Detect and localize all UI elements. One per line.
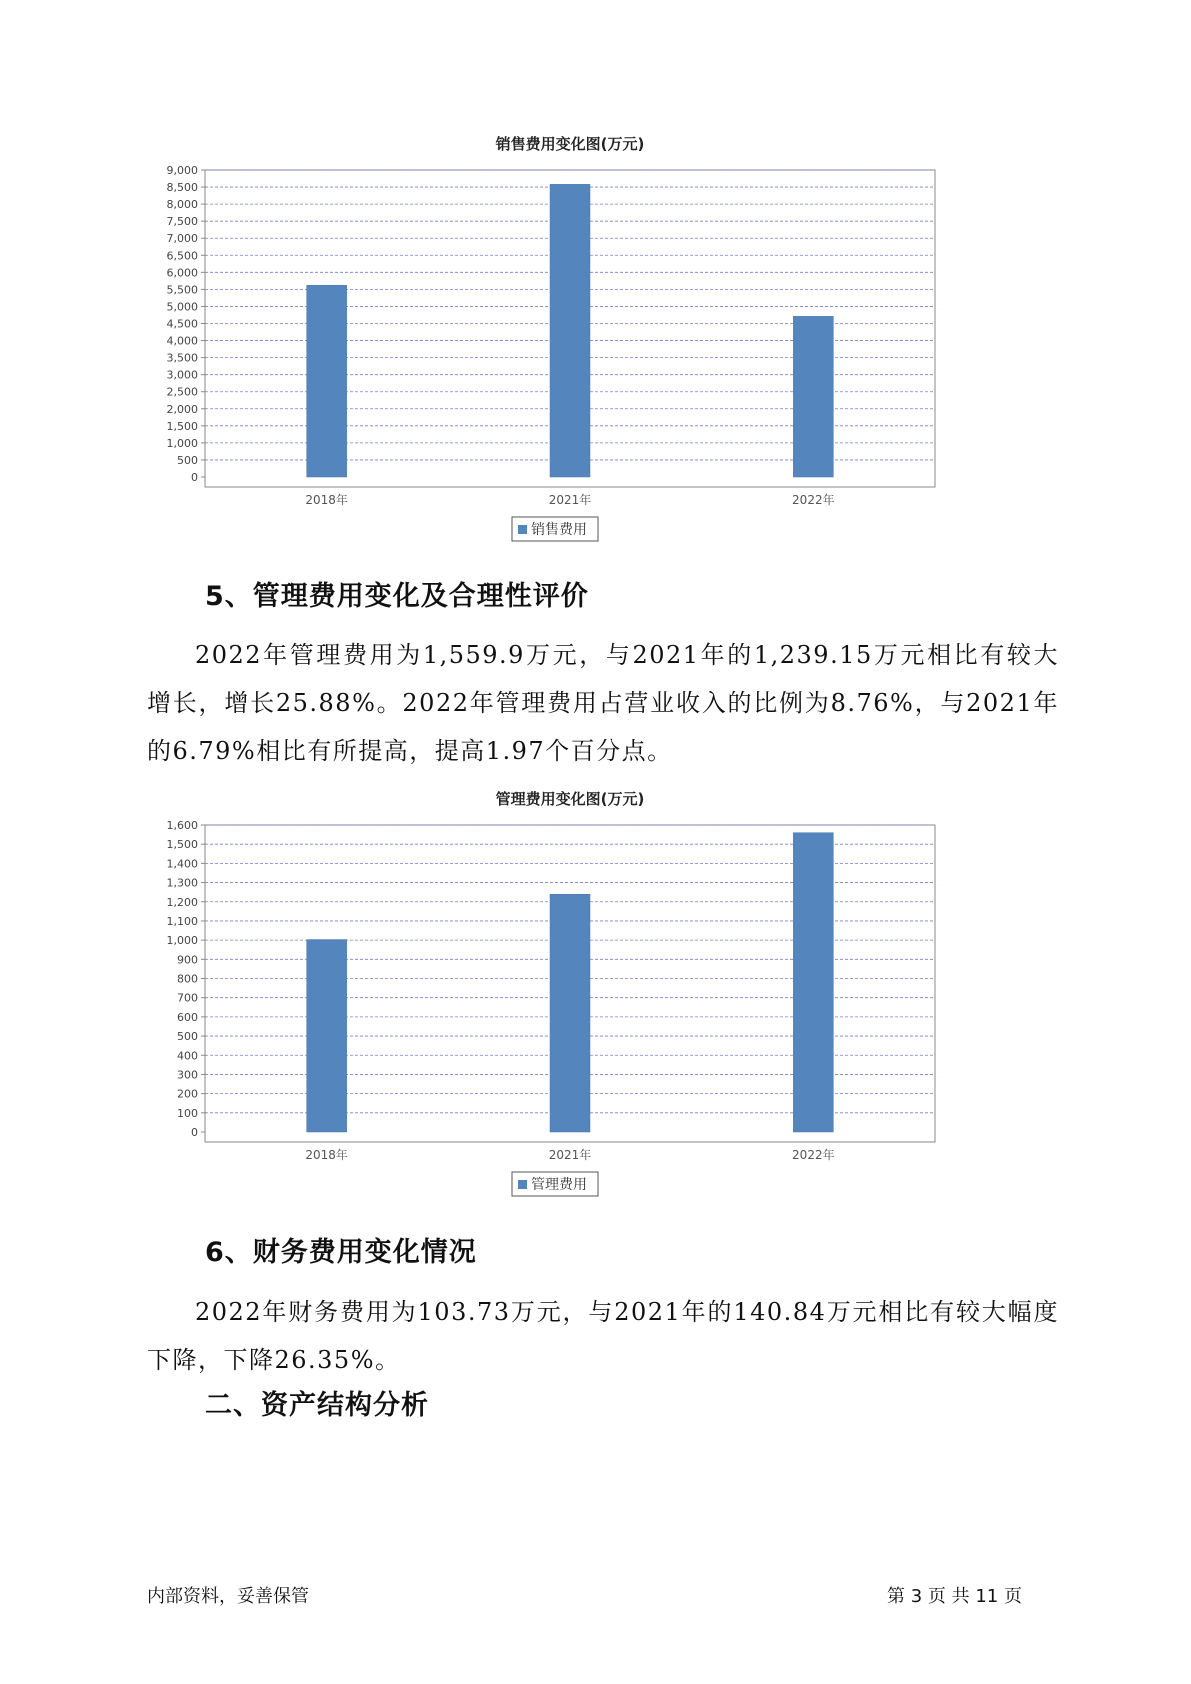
sales-chart-y-tick-label: 6,000 (166, 266, 198, 280)
mgmt-chart-bar-2 (550, 894, 590, 1132)
mgmt-chart-y-tick-label: 1,500 (166, 838, 198, 852)
section-6-heading: 6、财务费用变化情况 (205, 1237, 477, 1268)
mgmt-chart-y-tick-label: 100 (177, 1106, 198, 1120)
mgmt-chart-y-tick-label: 800 (177, 972, 198, 986)
footer-confidential-note: 内部资料，妥善保管 (147, 1586, 309, 1607)
sales-chart-y-tick-label: 4,000 (166, 334, 198, 348)
sales-chart-legend-swatch (518, 525, 527, 534)
sales-chart-x-tick-label: 2018年 (305, 493, 348, 507)
mgmt-chart-x-tick-label: 2022年 (792, 1148, 835, 1162)
sales-chart-y-tick-label: 6,500 (166, 249, 198, 263)
sales-chart-y-tick-label: 8,000 (166, 198, 198, 212)
mgmt-chart-legend-swatch (518, 1180, 527, 1189)
mgmt-chart-title: 管理费用变化图(万元) (495, 790, 645, 808)
section-5-paragraph (147, 631, 1059, 775)
mgmt-chart-y-tick-label: 500 (177, 1030, 198, 1044)
sales-chart-title: 销售费用变化图(万元) (495, 135, 645, 153)
mgmt-chart-y-tick-label: 1,000 (166, 934, 198, 948)
mgmt-chart-x-tick-label: 2021年 (548, 1148, 592, 1162)
mgmt-chart-bar-1 (307, 940, 347, 1132)
sales-chart-y-tick-label: 500 (177, 453, 198, 467)
mgmt-chart-y-tick-label: 1,600 (166, 819, 198, 832)
mgmt-chart-y-tick-label: 1,200 (166, 895, 198, 909)
mgmt-chart-x-tick-label: 2018年 (305, 1148, 348, 1162)
sales-chart-legend-label: 销售费用 (531, 522, 587, 538)
sales-chart-y-tick-label: 5,000 (166, 300, 198, 314)
mgmt-chart-y-tick-label: 0 (191, 1126, 198, 1139)
sales-chart-y-tick-label: 2,500 (166, 385, 198, 399)
management-expense-chart-svg (150, 780, 1050, 1210)
mgmt-chart-y-tick-label: 600 (177, 1010, 198, 1024)
section-6-paragraph (147, 1288, 1059, 1384)
section-5-heading: 5、管理费用变化及合理性评价 (205, 581, 589, 612)
sales-chart-x-tick-label: 2021年 (548, 493, 592, 507)
mgmt-chart-y-tick-label: 1,400 (166, 857, 198, 871)
sales-chart-bar-1 (307, 285, 347, 477)
sales-chart-y-tick-label: 0 (191, 471, 198, 484)
sales-chart-y-tick-label: 5,500 (166, 283, 198, 297)
section-5-paragraph-text: 2022年管理费用为1,559.9万元，与2021年的1,239.15万元相比有较大增长，增长25.88%。2022年管理费用占营业收入的比例为8.76%，与2021年的6.79%相比有所提高，提高1.97个百分点。 (147, 641, 1059, 765)
sales-chart-y-tick-label: 3,000 (166, 368, 198, 382)
sales-chart-bar-3 (793, 316, 833, 477)
section-6-paragraph-text: 2022年财务费用为103.73万元，与2021年的140.84万元相比有较大幅度下降，下降26.35%。 (147, 1298, 1059, 1374)
sales-chart-bar-2 (550, 184, 590, 477)
sales-chart-y-tick-label: 3,500 (166, 351, 198, 365)
mgmt-chart-y-tick-label: 200 (177, 1087, 198, 1101)
mgmt-chart-y-tick-label: 1,300 (166, 876, 198, 890)
mgmt-chart-y-tick-label: 300 (177, 1068, 198, 1082)
management-expense-chart (150, 780, 1050, 1210)
sales-chart-y-tick-label: 7,500 (166, 215, 198, 229)
sales-chart-y-tick-label: 4,500 (166, 317, 198, 331)
sales-expense-chart-svg (150, 125, 1050, 555)
mgmt-chart-y-tick-label: 700 (177, 991, 198, 1005)
mgmt-chart-y-tick-label: 1,100 (166, 914, 198, 928)
sales-chart-x-tick-label: 2022年 (792, 493, 835, 507)
sales-chart-y-tick-label: 1,000 (166, 436, 198, 450)
mgmt-chart-y-tick-label: 400 (177, 1049, 198, 1063)
sales-chart-y-tick-label: 7,000 (166, 232, 198, 246)
section-two-heading: 二、资产结构分析 (205, 1390, 429, 1421)
mgmt-chart-y-tick-label: 900 (177, 953, 198, 967)
mgmt-chart-bar-3 (793, 833, 833, 1132)
sales-chart-y-tick-label: 1,500 (166, 419, 198, 433)
sales-chart-y-tick-label: 2,000 (166, 402, 198, 416)
footer-page-number: 第 3 页 共 11 页 (887, 1586, 1022, 1607)
sales-chart-y-tick-label: 8,500 (166, 181, 198, 195)
sales-chart-y-tick-label: 9,000 (166, 164, 198, 177)
mgmt-chart-legend-label: 管理费用 (531, 1177, 587, 1193)
sales-expense-chart (150, 125, 1050, 555)
